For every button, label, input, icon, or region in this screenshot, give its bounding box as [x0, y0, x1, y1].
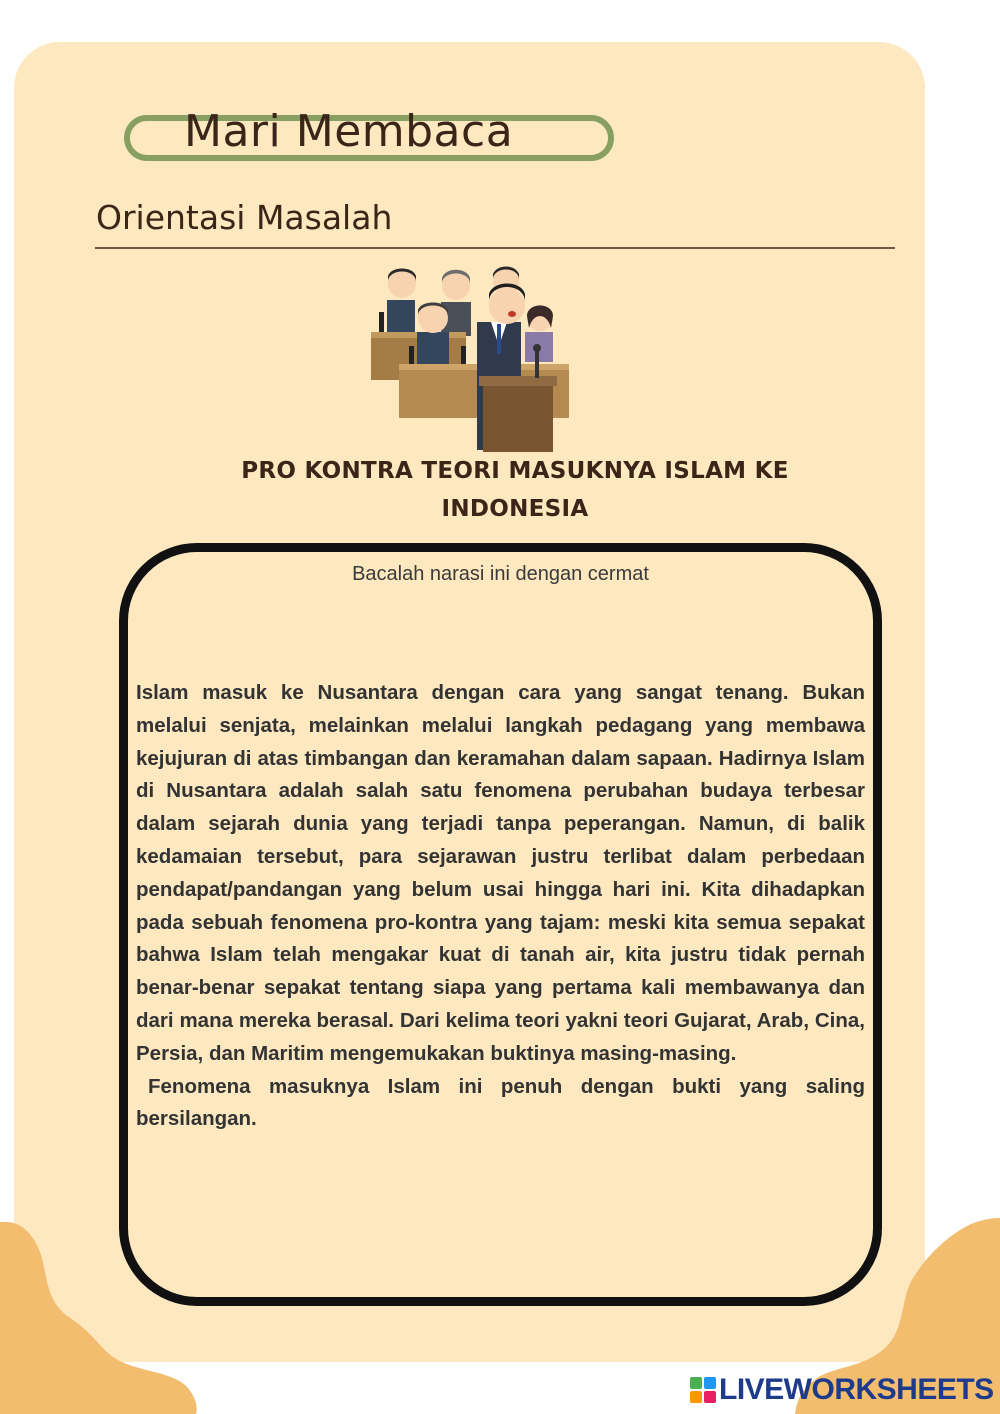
person-back-left	[387, 269, 416, 335]
parliament-debate-illustration	[365, 262, 575, 452]
narrative-paragraph-2: Fenomena masuknya Islam ini penuh dengan bukti yang saling bersilangan.	[136, 1074, 865, 1131]
headline-line-2: INDONESIA	[441, 496, 589, 522]
section-heading: Orientasi Masalah	[96, 198, 393, 237]
podium	[483, 380, 553, 452]
person-middle	[417, 303, 449, 367]
headline-line-1: PRO KONTRA TEORI MASUKNYA ISLAM KE	[241, 458, 789, 484]
liveworksheets-brand[interactable]	[690, 1372, 994, 1408]
page-title: Mari Membaca	[184, 106, 514, 157]
narrative-text	[136, 677, 865, 1136]
section-divider	[95, 247, 895, 249]
headline	[200, 452, 830, 528]
narrative-paragraph-1: Islam masuk ke Nusantara dengan cara yang sangat tenang. Bukan melalui senjata, melainkan melalui langkah pedagang yang membawa kejujuran di atas timbangan dan keramahan dalam sapaan. Hadirnya Islam di Nusantara adalah salah satu fenomena perubahan budaya terbesar dalam sejarah dunia yang terjadi tanpa peperangan. Namun, di balik kedamaian tersebut, para sejarawan justru terlibat dalam perbedaan pendapat/pandangan yang belum usai hingga hari ini. Kita dihadapkan pada sebuah fenomena pro-kontra yang tajam: meski kita semua sepakat bahwa Islam telah mengakar kuat di tanah air, kita justru tidak pernah benar-benar sepakat tentang siapa yang pertama kali membawanya dan dari mana mereka berasal. Dari kelima teori yakni teori Gujarat, Arab, Cina, Persia, dan Maritim mengemukakan buktinya masing-masing.	[136, 681, 865, 1065]
narrative-instruction: Bacalah narasi ini dengan cermat	[352, 563, 649, 585]
liveworksheets-logo-icon	[690, 1377, 716, 1403]
brand-name: LIVEWORKSHEETS	[719, 1373, 994, 1406]
